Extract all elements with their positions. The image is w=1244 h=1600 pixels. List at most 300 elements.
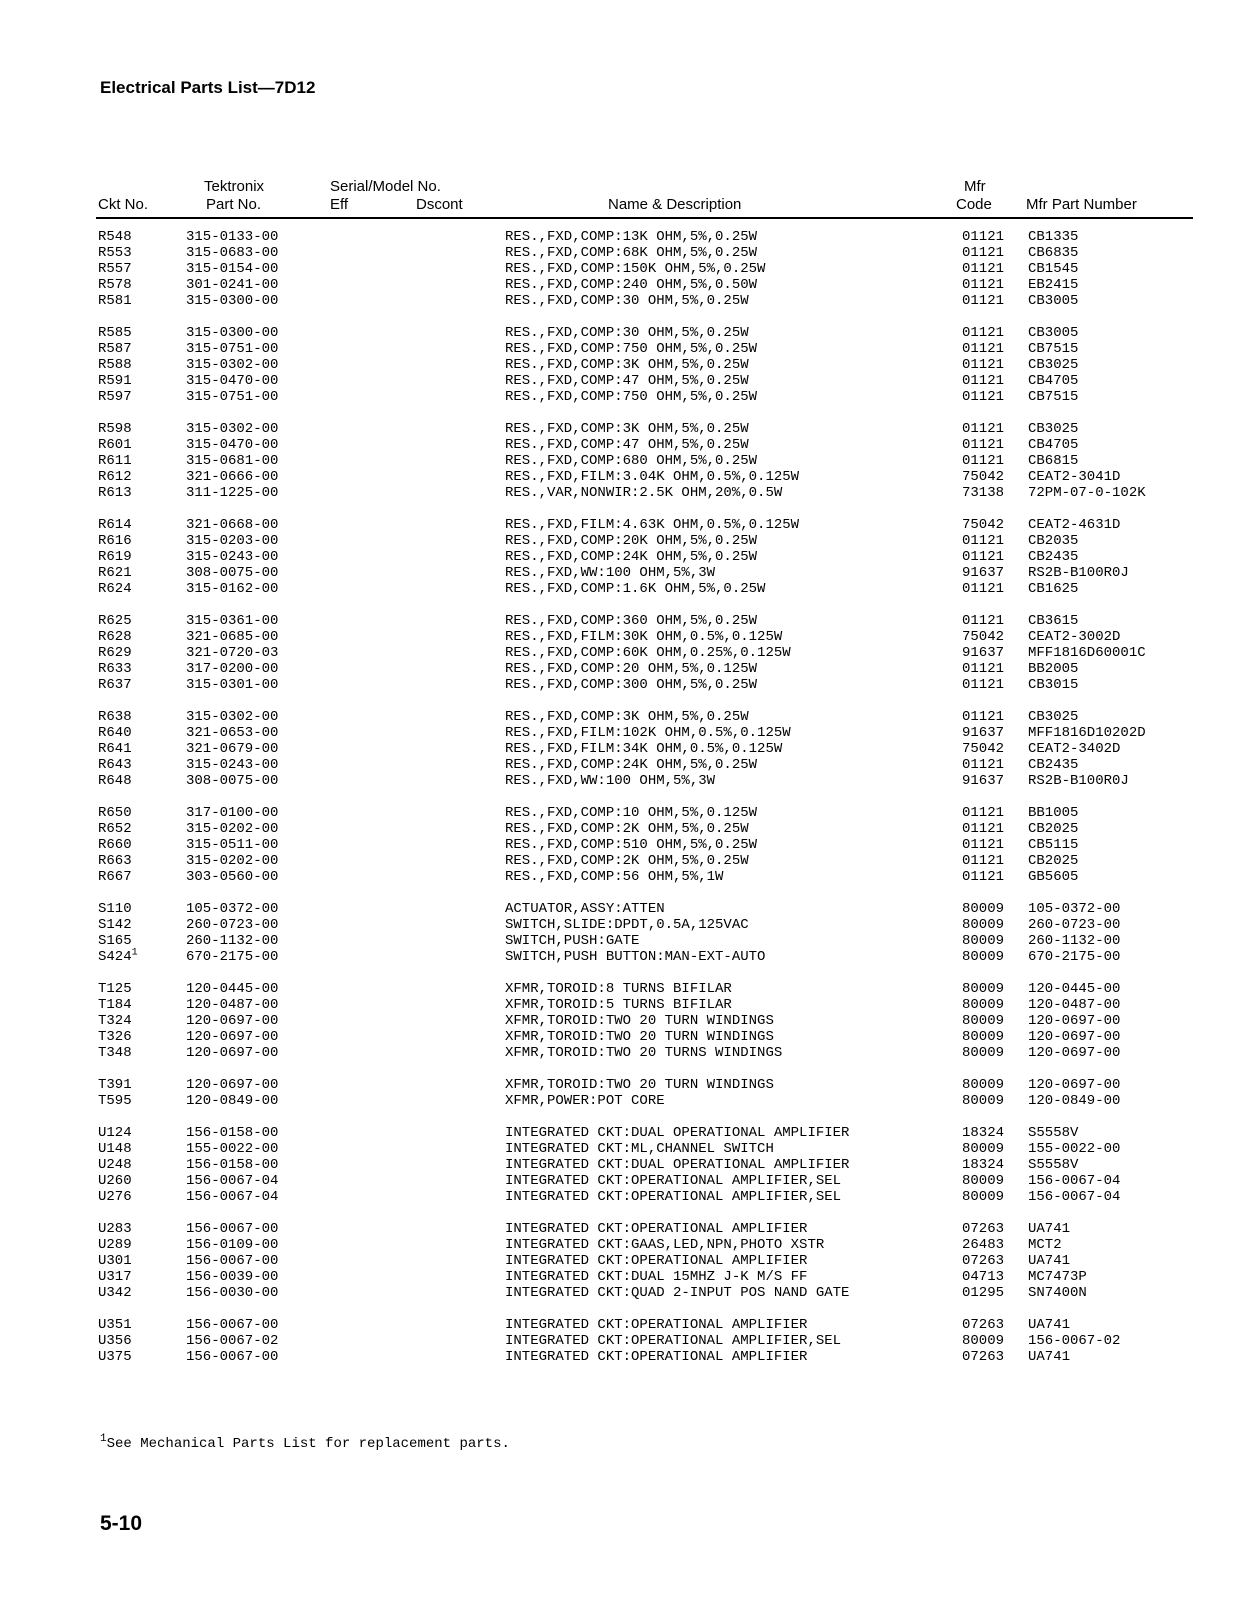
ckt-no-text: R641: [98, 741, 132, 757]
mfr-code: [962, 645, 1004, 661]
ckt-no-text: U260: [98, 1173, 132, 1189]
mfr-part-number-text: 156-0067-04: [1028, 1173, 1121, 1189]
ckt-no-text: R588: [98, 357, 132, 373]
ckt-no-text: R638: [98, 709, 132, 725]
description-text: RES.,FXD,COMP:20 OHM,5%,0.125W: [505, 661, 758, 677]
ckt-no: [98, 245, 132, 261]
mfr-code: [962, 853, 1004, 869]
ckt-no: [98, 565, 132, 581]
description-text: INTEGRATED CKT:GAAS,LED,NPN,PHOTO XSTR: [505, 1237, 825, 1253]
ckt-no: [98, 1013, 132, 1029]
description: [505, 325, 749, 341]
description: [505, 229, 757, 245]
mfr-code-text: 73138: [962, 485, 1005, 501]
tek-part-no: [186, 677, 278, 693]
description: [505, 917, 749, 933]
table-row: [0, 357, 1244, 373]
ckt-no-text: R581: [98, 293, 132, 309]
tek-part-no-text: 315-0751-00: [186, 341, 279, 357]
description-text: RES.,FXD,COMP:24K OHM,5%,0.25W: [505, 549, 758, 565]
description: [505, 293, 749, 309]
ckt-no-text: S110: [98, 901, 132, 917]
description: [505, 1013, 774, 1029]
description: [505, 1093, 665, 1109]
mfr-code: [962, 949, 1004, 965]
tek-part-no: [186, 1093, 278, 1109]
mfr-part-number: [1028, 613, 1078, 629]
description: [505, 469, 799, 485]
table-row: [0, 773, 1244, 789]
table-row: [0, 1333, 1244, 1349]
table-row: [0, 981, 1244, 997]
mfr-code: [962, 1045, 1004, 1061]
mfr-code: [962, 709, 1004, 725]
description: [505, 901, 665, 917]
col-ckt-header: Ckt No.: [98, 196, 149, 213]
ckt-no: [98, 629, 132, 645]
tek-part-no-text: 156-0067-00: [186, 1253, 279, 1269]
mfr-part-number-text: UA741: [1028, 1253, 1071, 1269]
ckt-no-text: T184: [98, 997, 132, 1013]
description-text: INTEGRATED CKT:OPERATIONAL AMPLIFIER: [505, 1317, 808, 1333]
description-text: RES.,FXD,COMP:300 OHM,5%,0.25W: [505, 677, 758, 693]
ckt-no-text: U289: [98, 1237, 132, 1253]
ckt-no-text: R633: [98, 661, 132, 677]
mfr-part-number: [1028, 325, 1078, 341]
tek-part-no: [186, 997, 278, 1013]
description: [505, 277, 757, 293]
mfr-part-number: [1028, 757, 1078, 773]
tek-part-no: [186, 1077, 278, 1093]
ckt-no-text: U283: [98, 1221, 132, 1237]
mfr-code-text: 80009: [962, 1173, 1005, 1189]
table-row: [0, 709, 1244, 725]
mfr-part-number: [1028, 1221, 1070, 1237]
mfr-code-text: 01121: [962, 757, 1005, 773]
ckt-no-text: R616: [98, 533, 132, 549]
mfr-code: [962, 421, 1004, 437]
mfr-code-text: 80009: [962, 1141, 1005, 1157]
col-mfr-header: Mfr: [964, 178, 986, 195]
ckt-no-text: R643: [98, 757, 132, 773]
tek-part-no-text: 321-0720-03: [186, 645, 279, 661]
mfr-code-text: 01121: [962, 373, 1005, 389]
mfr-part-number-text: CB2035: [1028, 533, 1079, 549]
description: [505, 805, 757, 821]
ckt-no-text: U342: [98, 1285, 132, 1301]
mfr-code-text: 01121: [962, 277, 1005, 293]
description: [505, 661, 757, 677]
tek-part-no-text: 315-0301-00: [186, 677, 279, 693]
table-row: [0, 469, 1244, 485]
ckt-no: [98, 533, 132, 549]
mfr-code-text: 01121: [962, 325, 1005, 341]
description: [505, 1157, 849, 1173]
col-code-header: Code: [956, 196, 992, 213]
mfr-part-number: [1028, 981, 1120, 997]
mfr-part-number-text: MC7473P: [1028, 1269, 1087, 1285]
table-row: [0, 837, 1244, 853]
tek-part-no: [186, 645, 278, 661]
mfr-part-number: [1028, 1237, 1062, 1253]
mfr-part-number-text: 72PM-07-0-102K: [1028, 485, 1146, 501]
mfr-part-number-text: CB2435: [1028, 549, 1079, 565]
tek-part-no-text: 315-0300-00: [186, 325, 279, 341]
mfr-part-number-text: MCT2: [1028, 1237, 1062, 1253]
mfr-code-text: 75042: [962, 741, 1005, 757]
tek-part-no: [186, 1333, 278, 1349]
mfr-part-number-text: CB3615: [1028, 613, 1079, 629]
table-row: [0, 1093, 1244, 1109]
mfr-part-number-text: RS2B-B100R0J: [1028, 773, 1129, 789]
page-title: Electrical Parts List—7D12: [100, 78, 316, 97]
ckt-no: [98, 709, 132, 725]
table-row: [0, 677, 1244, 693]
ckt-no-text: R601: [98, 437, 132, 453]
mfr-code-text: 01121: [962, 261, 1005, 277]
mfr-code: [962, 357, 1004, 373]
tek-part-no-text: 156-0067-02: [186, 1333, 279, 1349]
mfr-part-number: [1028, 565, 1129, 581]
mfr-part-number-text: CB1335: [1028, 229, 1079, 245]
mfr-code: [962, 245, 1004, 261]
parts-group: [0, 901, 1244, 965]
table-row: [0, 1189, 1244, 1205]
mfr-code: [962, 613, 1004, 629]
parts-group: [0, 229, 1244, 309]
ckt-no: [98, 357, 132, 373]
tek-part-no: [186, 821, 278, 837]
mfr-part-number-text: 260-0723-00: [1028, 917, 1121, 933]
tek-part-no: [186, 517, 278, 533]
mfr-code: [962, 1157, 1004, 1173]
ckt-no-text: S165: [98, 933, 132, 949]
ckt-no: [98, 229, 132, 245]
ckt-no-text: T391: [98, 1077, 132, 1093]
description-text: ACTUATOR,ASSY:ATTEN: [505, 901, 665, 917]
ckt-no: [98, 741, 132, 757]
description: [505, 1221, 807, 1237]
mfr-code-text: 01121: [962, 869, 1005, 885]
description-text: RES.,FXD,COMP:56 OHM,5%,1W: [505, 869, 724, 885]
tek-part-no-text: 315-0243-00: [186, 757, 279, 773]
mfr-code-text: 80009: [962, 1013, 1005, 1029]
description-text: RES.,FXD,COMP:750 OHM,5%,0.25W: [505, 341, 758, 357]
tek-part-no: [186, 981, 278, 997]
tek-part-no: [186, 1125, 278, 1141]
ckt-no: [98, 1093, 132, 1109]
mfr-part-number: [1028, 709, 1078, 725]
description: [505, 341, 757, 357]
mfr-part-number-text: 105-0372-00: [1028, 901, 1121, 917]
mfr-code-text: 01121: [962, 389, 1005, 405]
tek-part-no: [186, 1221, 278, 1237]
ckt-no-text: R660: [98, 837, 132, 853]
mfr-code: [962, 277, 1004, 293]
description-text: XFMR,TOROID:5 TURNS BIFILAR: [505, 997, 732, 1013]
description: [505, 1125, 849, 1141]
description-text: RES.,FXD,COMP:30 OHM,5%,0.25W: [505, 293, 749, 309]
tek-part-no: [186, 1045, 278, 1061]
mfr-part-number: [1028, 261, 1078, 277]
mfr-code: [962, 1029, 1004, 1045]
mfr-part-number-text: SN7400N: [1028, 1285, 1087, 1301]
mfr-code-text: 01121: [962, 357, 1005, 373]
mfr-part-number: [1028, 581, 1078, 597]
description: [505, 1029, 774, 1045]
mfr-part-number-text: 120-0445-00: [1028, 981, 1121, 997]
mfr-part-number-text: CEAT2-3041D: [1028, 469, 1121, 485]
tek-part-no: [186, 1237, 278, 1253]
mfr-code-text: 26483: [962, 1237, 1005, 1253]
description: [505, 421, 749, 437]
table-row: [0, 421, 1244, 437]
table-row: [0, 565, 1244, 581]
ckt-no: [98, 485, 132, 501]
mfr-part-number-text: CB1625: [1028, 581, 1079, 597]
mfr-part-number: [1028, 469, 1120, 485]
mfr-code-text: 75042: [962, 629, 1005, 645]
description-text: XFMR,TOROID:TWO 20 TURNS WINDINGS: [505, 1045, 783, 1061]
description-text: RES.,FXD,WW:100 OHM,5%,3W: [505, 773, 716, 789]
tek-part-no-text: 308-0075-00: [186, 565, 279, 581]
mfr-code-text: 18324: [962, 1125, 1005, 1141]
table-row: [0, 821, 1244, 837]
mfr-code-text: 80009: [962, 949, 1005, 965]
mfr-part-number-text: 155-0022-00: [1028, 1141, 1121, 1157]
ckt-no: [98, 1141, 132, 1157]
mfr-part-number-text: 120-0697-00: [1028, 1045, 1121, 1061]
description-text: SWITCH,SLIDE:DPDT,0.5A,125VAC: [505, 917, 749, 933]
tek-part-no-text: 156-0158-00: [186, 1125, 279, 1141]
mfr-code: [962, 869, 1004, 885]
table-row: [0, 869, 1244, 885]
ckt-no-text: R652: [98, 821, 132, 837]
tek-part-no-text: 321-0685-00: [186, 629, 279, 645]
ckt-no: [98, 549, 132, 565]
parts-table: [0, 229, 1244, 1381]
ckt-no-text: T125: [98, 981, 132, 997]
mfr-code-text: 01121: [962, 805, 1005, 821]
mfr-part-number-text: 260-1132-00: [1028, 933, 1121, 949]
mfr-part-number: [1028, 1317, 1070, 1333]
parts-group: [0, 805, 1244, 885]
ckt-no: [98, 389, 132, 405]
mfr-code-text: 80009: [962, 917, 1005, 933]
description: [505, 485, 782, 501]
tek-part-no-text: 120-0487-00: [186, 997, 279, 1013]
mfr-code-text: 01121: [962, 437, 1005, 453]
mfr-code: [962, 1349, 1004, 1365]
tek-part-no: [186, 613, 278, 629]
parts-group: [0, 1317, 1244, 1365]
mfr-code-text: 01121: [962, 837, 1005, 853]
mfr-code-text: 01121: [962, 421, 1005, 437]
description-text: XFMR,TOROID:8 TURNS BIFILAR: [505, 981, 732, 997]
description-text: RES.,FXD,COMP:360 OHM,5%,0.25W: [505, 613, 758, 629]
ckt-no: [98, 1285, 132, 1301]
mfr-part-number: [1028, 373, 1078, 389]
description: [505, 1333, 841, 1349]
ckt-no-text: U124: [98, 1125, 132, 1141]
description: [505, 869, 723, 885]
description-text: RES.,FXD,COMP:47 OHM,5%,0.25W: [505, 373, 749, 389]
mfr-code: [962, 437, 1004, 453]
table-row: [0, 1013, 1244, 1029]
mfr-part-number-text: GB5605: [1028, 869, 1079, 885]
ckt-no-text: R598: [98, 421, 132, 437]
tek-part-no-text: 315-0302-00: [186, 709, 279, 725]
mfr-code-text: 01121: [962, 453, 1005, 469]
ckt-no: [98, 725, 132, 741]
mfr-part-number: [1028, 933, 1120, 949]
mfr-code: [962, 325, 1004, 341]
mfr-part-number: [1028, 949, 1120, 965]
mfr-code-text: 80009: [962, 1189, 1005, 1205]
tek-part-no: [186, 1269, 278, 1285]
ckt-no: [98, 341, 132, 357]
col-mpn-header: Mfr Part Number: [1026, 196, 1137, 213]
parts-group: [0, 1125, 1244, 1205]
description: [505, 725, 791, 741]
tek-part-no-text: 156-0067-00: [186, 1349, 279, 1365]
tek-part-no-text: 315-0751-00: [186, 389, 279, 405]
footnote-text: See Mechanical Parts List for replacement parts.: [106, 1436, 510, 1452]
mfr-code-text: 80009: [962, 981, 1005, 997]
description: [505, 1189, 841, 1205]
table-row: [0, 853, 1244, 869]
ckt-no-text: S424: [98, 949, 132, 965]
ckt-no: [98, 1189, 132, 1205]
mfr-part-number-text: UA741: [1028, 1349, 1071, 1365]
table-row: [0, 1077, 1244, 1093]
ckt-no-text: R585: [98, 325, 132, 341]
tek-part-no-text: 303-0560-00: [186, 869, 279, 885]
parts-group: [0, 981, 1244, 1061]
tek-part-no-text: 120-0697-00: [186, 1045, 279, 1061]
ckt-no-text: T595: [98, 1093, 132, 1109]
description: [505, 1045, 782, 1061]
ckt-no-text: R637: [98, 677, 132, 693]
mfr-code-text: 01121: [962, 853, 1005, 869]
mfr-code-text: 01121: [962, 293, 1005, 309]
table-row: [0, 245, 1244, 261]
table-row: [0, 549, 1244, 565]
ckt-no: [98, 933, 132, 949]
table-row: [0, 485, 1244, 501]
ckt-no-text: R619: [98, 549, 132, 565]
tek-part-no: [186, 229, 278, 245]
tek-part-no: [186, 661, 278, 677]
mfr-part-number: [1028, 821, 1078, 837]
table-row: [0, 661, 1244, 677]
page-number: 5-10: [100, 1512, 143, 1535]
mfr-code: [962, 901, 1004, 917]
description: [505, 837, 757, 853]
mfr-code-text: 80009: [962, 901, 1005, 917]
description: [505, 373, 749, 389]
ckt-no: [98, 645, 132, 661]
description-text: RES.,FXD,COMP:24K OHM,5%,0.25W: [505, 757, 758, 773]
ckt-no: [98, 437, 132, 453]
mfr-part-number: [1028, 1333, 1120, 1349]
ckt-no: [98, 261, 132, 277]
mfr-part-number-text: 120-0697-00: [1028, 1013, 1121, 1029]
footnote: [100, 1433, 510, 1452]
ckt-no-text: R597: [98, 389, 132, 405]
col-desc-header: Name & Description: [608, 196, 742, 213]
tek-part-no-text: 156-0030-00: [186, 1285, 279, 1301]
description: [505, 709, 749, 725]
mfr-part-number: [1028, 1077, 1120, 1093]
parts-group: [0, 709, 1244, 789]
mfr-code: [962, 453, 1004, 469]
table-row: [0, 437, 1244, 453]
tek-part-no-text: 156-0067-04: [186, 1189, 279, 1205]
col-partno-header: Part No.: [206, 196, 262, 213]
ckt-no: [98, 1317, 132, 1333]
tek-part-no: [186, 565, 278, 581]
mfr-part-number-text: CB3025: [1028, 709, 1079, 725]
description: [505, 357, 749, 373]
mfr-code: [962, 725, 1004, 741]
mfr-code-text: 01121: [962, 821, 1005, 837]
mfr-code: [962, 293, 1004, 309]
mfr-code: [962, 677, 1004, 693]
description-text: RES.,FXD,FILM:4.63K OHM,0.5%,0.125W: [505, 517, 800, 533]
mfr-part-number-text: CB4705: [1028, 437, 1079, 453]
description-text: RES.,FXD,COMP:3K OHM,5%,0.25W: [505, 357, 749, 373]
table-row: [0, 1141, 1244, 1157]
description: [505, 629, 782, 645]
mfr-part-number: [1028, 1253, 1070, 1269]
mfr-code: [962, 229, 1004, 245]
ckt-no-text: R548: [98, 229, 132, 245]
description: [505, 533, 757, 549]
mfr-part-number-text: CB6815: [1028, 453, 1079, 469]
mfr-code: [962, 773, 1004, 789]
mfr-part-number-text: 156-0067-04: [1028, 1189, 1121, 1205]
description-text: INTEGRATED CKT:DUAL OPERATIONAL AMPLIFIER: [505, 1125, 850, 1141]
tek-part-no: [186, 453, 278, 469]
description: [505, 517, 799, 533]
mfr-code: [962, 805, 1004, 821]
tek-part-no: [186, 853, 278, 869]
tek-part-no: [186, 933, 278, 949]
mfr-part-number: [1028, 1269, 1087, 1285]
mfr-part-number: [1028, 1013, 1120, 1029]
tek-part-no: [186, 373, 278, 389]
mfr-part-number-text: CB2435: [1028, 757, 1079, 773]
tek-part-no-text: 315-0302-00: [186, 357, 279, 373]
description: [505, 1285, 849, 1301]
mfr-part-number: [1028, 277, 1078, 293]
tek-part-no-text: 315-0203-00: [186, 533, 279, 549]
mfr-part-number-text: CB7515: [1028, 389, 1079, 405]
mfr-part-number-text: S5558V: [1028, 1157, 1079, 1173]
mfr-part-number-text: EB2415: [1028, 277, 1079, 293]
parts-group: [0, 325, 1244, 405]
table-row: [0, 1029, 1244, 1045]
description-text: RES.,FXD,FILM:30K OHM,0.5%,0.125W: [505, 629, 783, 645]
mfr-part-number-text: CB7515: [1028, 341, 1079, 357]
description: [505, 245, 757, 261]
description: [505, 741, 782, 757]
ckt-no-text: R650: [98, 805, 132, 821]
tek-part-no: [186, 709, 278, 725]
mfr-code: [962, 1237, 1004, 1253]
table-row: [0, 1045, 1244, 1061]
